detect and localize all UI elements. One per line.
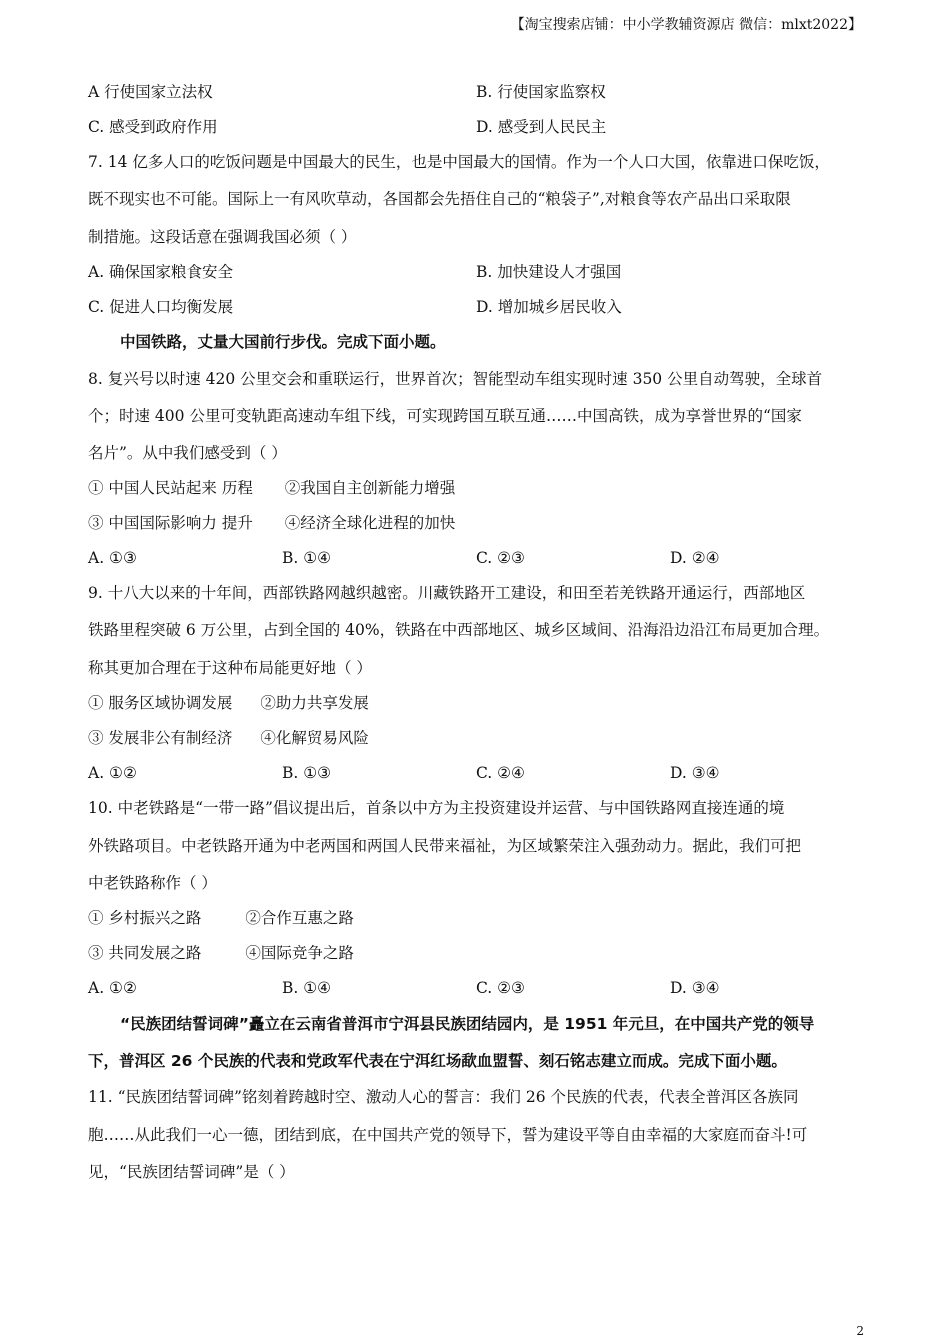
page-number: 2 (856, 1324, 864, 1338)
q10-option-b: B. ①④ (282, 979, 332, 997)
q8-statements-row1 (88, 478, 455, 498)
q9-option-d: D. ③④ (670, 764, 720, 782)
q10-option-a: A. ①② (88, 979, 137, 997)
q6-option-a: A 行使国家立法权 (88, 83, 213, 101)
q9-stem-line3: 称其更加合理在于这种布局能更好地（ ） (88, 659, 372, 677)
q10-statement-3: ③ 共同发展之路 (88, 944, 202, 962)
q9-statement-2: ②助力共享发展 (260, 694, 369, 712)
q10-statements-row2 (88, 943, 354, 963)
q7-option-d: D. 增加城乡居民收入 (476, 298, 622, 316)
q10-stem-line2: 外铁路项目。中老铁路开通为中老两国和两国人民带来福祉，为区域繁荣注入强劲动力。据此，我们可把 (88, 837, 802, 855)
q9-statements-row2 (88, 728, 369, 748)
q8-stem-line1: 8. 复兴号以时速 420 公里交会和重联运行，世界首次；智能型动车组实现时速 350 公里自动驾驶，全球首 (88, 370, 823, 388)
q9-option-a: A. ①② (88, 764, 137, 782)
q10-statement-2: ②合作互惠之路 (245, 909, 354, 927)
q6-option-d: D. 感受到人民民主 (476, 118, 607, 136)
section-intro-monument-line1: “民族团结誓词碑”矗立在云南省普洱市宁洱县民族团结园内，是 1951 年元旦，在中国共产党的领导 (120, 1015, 815, 1033)
q7-option-b: B. 加快建设人才强国 (476, 263, 622, 281)
q7-stem-line3: 制措施。这段话意在强调我国必须（ ） (88, 228, 357, 246)
q9-option-b: B. ①③ (282, 764, 332, 782)
q9-statement-1: ① 服务区域协调发展 (88, 694, 233, 712)
q9-statement-4: ④化解贸易风险 (260, 729, 369, 747)
q10-option-d: D. ③④ (670, 979, 720, 997)
q11-stem-line2: 胞……从此我们一心一德，团结到底，在中国共产党的领导下，誓为建设平等自由幸福的大家庭而奋斗!可 (88, 1126, 808, 1144)
q7-option-c: C. 促进人口均衡发展 (88, 298, 234, 316)
q10-statement-1: ① 乡村振兴之路 (88, 909, 202, 927)
page-header: 【淘宝搜索店铺：中小学教辅资源店 微信：mlxt2022】 (510, 17, 862, 33)
q8-option-d: D. ②④ (670, 549, 720, 567)
q8-statement-2: ②我国自主创新能力增强 (284, 479, 456, 497)
q9-stem-line2: 铁路里程突破 6 万公里，占到全国的 40%，铁路在中西部地区、城乡区域间、沿海沿边沿江布局更加合理。 (88, 621, 830, 639)
q9-stem-line1: 9. 十八大以来的十年间，西部铁路网越织越密。川藏铁路开工建设，和田至若羌铁路开通运行，西部地区 (88, 584, 806, 602)
section-intro-railway: 中国铁路，丈量大国前行步伐。完成下面小题。 (120, 333, 446, 351)
q6-option-c: C. 感受到政府作用 (88, 118, 218, 136)
q8-stem-line3: 名片”。从中我们感受到（ ） (88, 444, 287, 462)
q6-option-b: B. 行使国家监察权 (476, 83, 606, 101)
q11-stem-line3: 见，“民族团结誓词碑”是（ ） (88, 1163, 295, 1181)
q9-statements-row1 (88, 693, 369, 713)
q8-option-b: B. ①④ (282, 549, 332, 567)
q8-statement-4: ④经济全球化进程的加快 (284, 514, 456, 532)
q8-statements-row2 (88, 513, 455, 533)
q10-option-c: C. ②③ (476, 979, 525, 997)
q7-option-a: A. 确保国家粮食安全 (88, 263, 234, 281)
q10-stem-line3: 中老铁路称作（ ） (88, 874, 217, 892)
q11-stem-line1: 11. “民族团结誓词碑”铭刻着跨越时空、激动人心的誓言：我们 26 个民族的代表，代表全普洱区各族同 (88, 1088, 799, 1106)
q8-stem-line2: 个；时速 400 公里可变轨距高速动车组下线，可实现跨国互联互通……中国高铁，成为享誉世界的“国家 (88, 407, 802, 425)
section-intro-monument-line2: 下，普洱区 26 个民族的代表和党政军代表在宁洱红场歃血盟誓、刻石铭志建立而成。完成下面小题。 (88, 1052, 787, 1070)
q8-option-a: A. ①③ (88, 549, 137, 567)
q9-statement-3: ③ 发展非公有制经济 (88, 729, 233, 747)
q10-statements-row1 (88, 908, 354, 928)
q10-statement-4: ④国际竞争之路 (245, 944, 354, 962)
q7-stem-line1: 7. 14 亿多人口的吃饭问题是中国最大的民生，也是中国最大的国情。作为一个人口大国，依靠进口保吃饭， (88, 153, 830, 171)
q10-stem-line1: 10. 中老铁路是“一带一路”倡议提出后，首条以中方为主投资建设并运营、与中国铁路网直接连通的境 (88, 799, 785, 817)
q8-statement-1: ① 中国人民站起来 历程 (88, 479, 253, 497)
q8-statement-3: ③ 中国国际影响力 提升 (88, 514, 253, 532)
q7-stem-line2: 既不现实也不可能。国际上一有风吹草动，各国都会先捂住自己的“粮袋子”,对粮食等农产品出口采取限 (88, 190, 791, 208)
q9-option-c: C. ②④ (476, 764, 525, 782)
q8-option-c: C. ②③ (476, 549, 525, 567)
